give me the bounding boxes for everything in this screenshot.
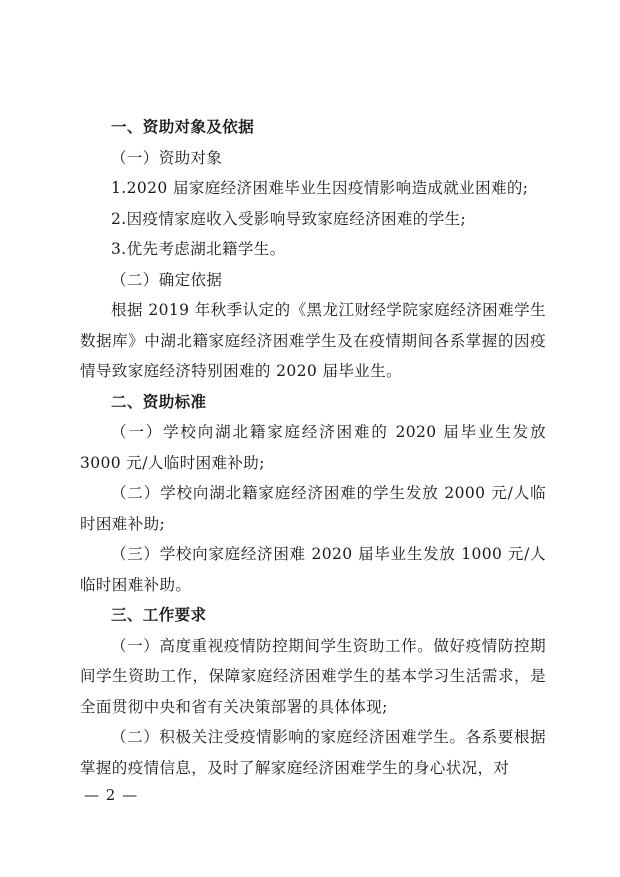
subsection-heading: （二）确定依据 [111, 270, 223, 289]
section-heading: 二、资助标准 [111, 392, 207, 411]
document-body [80, 112, 546, 783]
body-paragraph: （一）高度重视疫情防控期间学生资助工作。做好疫情防控期间学生资助工作，保障家庭经济困难学生的基本学习生活需求，是全面贯彻中央和省有关决策部署的具体体现; [80, 636, 546, 716]
body-paragraph: （二）积极关注受疫情影响的家庭经济困难学生。各系要根据掌握的疫情信息，及时了解家庭经济困难学生的身心状况，对 [80, 728, 546, 777]
page-number: — 2 — [84, 786, 139, 804]
list-item: 1.2020 届家庭经济困难毕业生因疫情影响造成就业困难的; [111, 179, 529, 197]
section-heading: 一、资助对象及依据 [111, 118, 255, 136]
list-item: 3.优先考虑湖北籍学生。 [111, 240, 286, 258]
list-item: 2.因疫情家庭收入受影响导致家庭经济困难的学生; [111, 209, 467, 228]
body-paragraph: （一）学校向湖北籍家庭经济困难的 2020 届毕业生发放 3000 元/人临时困难补助; [80, 423, 546, 472]
body-paragraph: （三）学校向家庭经济困难 2020 届毕业生发放 1000 元/人临时困难补助。 [80, 545, 546, 594]
section-heading: 三、工作要求 [111, 606, 207, 624]
body-paragraph: （二）学校向湖北籍家庭经济困难的学生发放 2000 元/人临时困难补助; [80, 484, 546, 533]
subsection-heading: （一）资助对象 [111, 148, 223, 167]
body-paragraph: 根据 2019 年秋季认定的《黑龙江财经学院家庭经济困难学生数据库》中湖北籍家庭经济困难学生及在疫情期间各系掌握的因疫情导致家庭经济特别困难的 2020 届毕业生。 [80, 301, 546, 380]
